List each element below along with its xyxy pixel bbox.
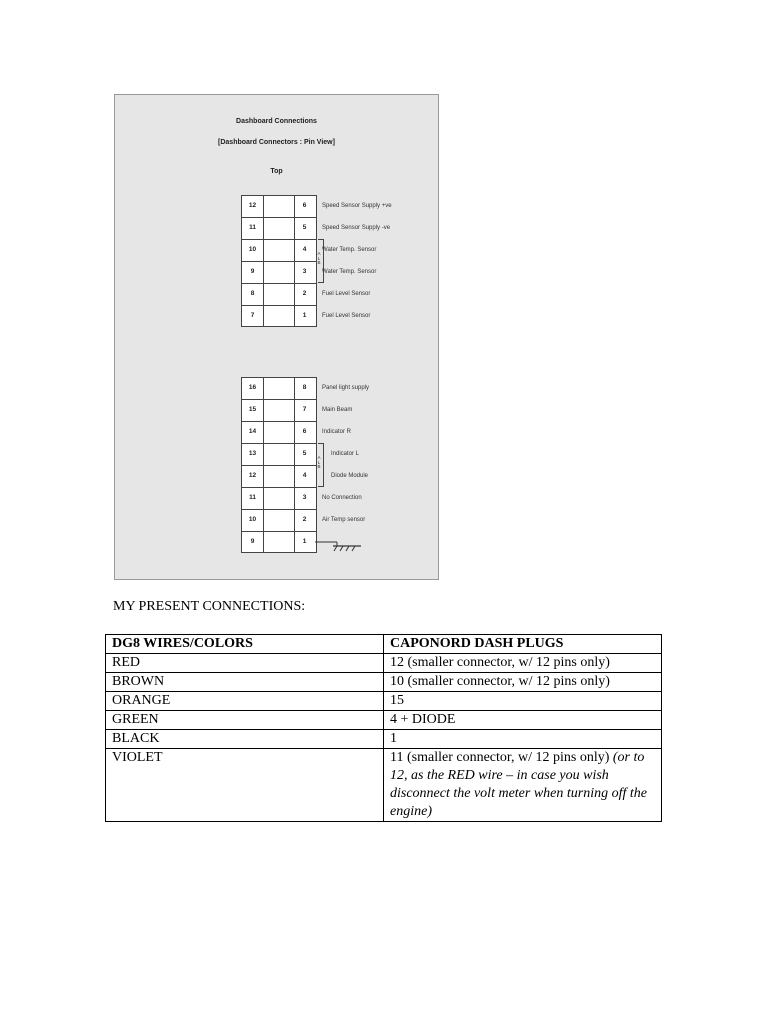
pin-number-left: 9 (250, 538, 255, 545)
pin-right-label: Fuel Level Sensor (322, 313, 371, 319)
pin-number-left: 11 (249, 224, 256, 231)
plug-cell (384, 749, 662, 822)
connections-table (105, 634, 662, 822)
plug-cell: 10 (smaller connector, w/ 12 pins only) (384, 673, 662, 692)
pin-number-left: 16 (248, 384, 257, 391)
pin-row-divider (241, 283, 316, 284)
table-header-row (106, 635, 662, 654)
pin-row-divider (241, 261, 316, 262)
wire-cell: BROWN (106, 673, 384, 692)
ground-icon (315, 535, 365, 553)
pin-right-label: Air Temp sensor (322, 517, 366, 523)
pin-number-left: 10 (248, 516, 257, 523)
pin-right-label: Speed Sensor Supply -ve (322, 225, 391, 231)
pin-row-divider (241, 509, 316, 510)
pin-row-divider (241, 399, 316, 400)
pin-number-left: 12 (248, 202, 257, 209)
plug-text: 11 (smaller connector, w/ 12 pins only) (390, 750, 613, 765)
pin-number-right: 2 (302, 516, 307, 523)
pin-number-right: 6 (302, 428, 307, 435)
pin-number-right: 3 (302, 268, 307, 275)
pin-number-left: 15 (248, 406, 257, 413)
plug-cell: 4 + DIODE (384, 711, 662, 730)
brace-b-label: A L B (317, 455, 321, 469)
pin-number-left: 7 (250, 312, 255, 319)
pin-number-right: 1 (302, 538, 307, 545)
pin-row-divider (241, 531, 316, 532)
wire-cell: RED (106, 654, 384, 673)
wire-cell: GREEN (106, 711, 384, 730)
pin-number-right: 3 (302, 494, 307, 501)
pin-number-right: 4 (302, 246, 307, 253)
pin-row-divider (241, 487, 316, 488)
table-row (106, 654, 662, 673)
pin-row-divider (241, 217, 316, 218)
pin-number-left: 14 (248, 428, 257, 435)
table-row (106, 673, 662, 692)
pin-row-divider (241, 421, 316, 422)
figure-top-label: Top (270, 168, 283, 175)
pin-right-label: Main Beam (322, 407, 353, 413)
pin-row-divider (241, 239, 316, 240)
plug-cell: 12 (smaller connector, w/ 12 pins only) (384, 654, 662, 673)
table-row (106, 692, 662, 711)
plug-note: (or to 12, as the RED wire – in case you wish disconnect the volt meter when turning off the engine) (390, 750, 648, 819)
pin-number-right: 7 (302, 406, 307, 413)
pin-number-right: 4 (302, 472, 307, 479)
pin-right-label: Indicator L (331, 451, 360, 457)
pin-right-label: Speed Sensor Supply +ve (322, 203, 392, 209)
pin-right-label: No Connection (322, 495, 362, 501)
table-row (106, 749, 662, 822)
pin-row-divider (241, 305, 316, 306)
wire-cell: ORANGE (106, 692, 384, 711)
figure-subtitle: [Dashboard Connectors : Pin View] (218, 139, 335, 146)
brace-a-label: A L B (317, 251, 321, 265)
pin-number-left: 9 (250, 268, 255, 275)
pin-number-left: 8 (250, 290, 255, 297)
pin-number-right: 5 (302, 224, 307, 231)
wire-cell: BLACK (106, 730, 384, 749)
pin-right-label: Water Temp. Sensor (322, 269, 377, 275)
pin-row-divider (241, 465, 316, 466)
pin-diagram-figure (114, 94, 439, 580)
table-row (106, 730, 662, 749)
wire-cell: VIOLET (106, 749, 384, 822)
pin-right-label: Fuel Level Sensor (322, 291, 371, 297)
pin-row-divider (241, 443, 316, 444)
table-row (106, 711, 662, 730)
pin-number-left: 11 (249, 494, 256, 501)
pin-number-left: 13 (248, 450, 257, 457)
pin-number-right: 1 (302, 312, 307, 319)
column-header-wires: DG8 WIRES/COLORS (106, 635, 384, 654)
pin-right-label: Indicator R (322, 429, 352, 435)
pin-number-right: 6 (302, 202, 307, 209)
pin-number-left: 12 (248, 472, 257, 479)
pin-number-right: 2 (302, 290, 307, 297)
pin-right-label: Diode Module (331, 473, 369, 479)
plug-cell: 15 (384, 692, 662, 711)
pin-right-label: Water Temp. Sensor (322, 247, 377, 253)
pin-number-right: 8 (302, 384, 307, 391)
plug-cell: 1 (384, 730, 662, 749)
column-header-plugs: CAPONORD DASH PLUGS (384, 635, 662, 654)
pin-number-left: 10 (248, 246, 257, 253)
pin-number-right: 5 (302, 450, 307, 457)
figure-title: Dashboard Connections (236, 118, 317, 125)
pin-right-label: Panel light supply (322, 385, 370, 391)
connections-heading: MY PRESENT CONNECTIONS: (113, 599, 306, 614)
